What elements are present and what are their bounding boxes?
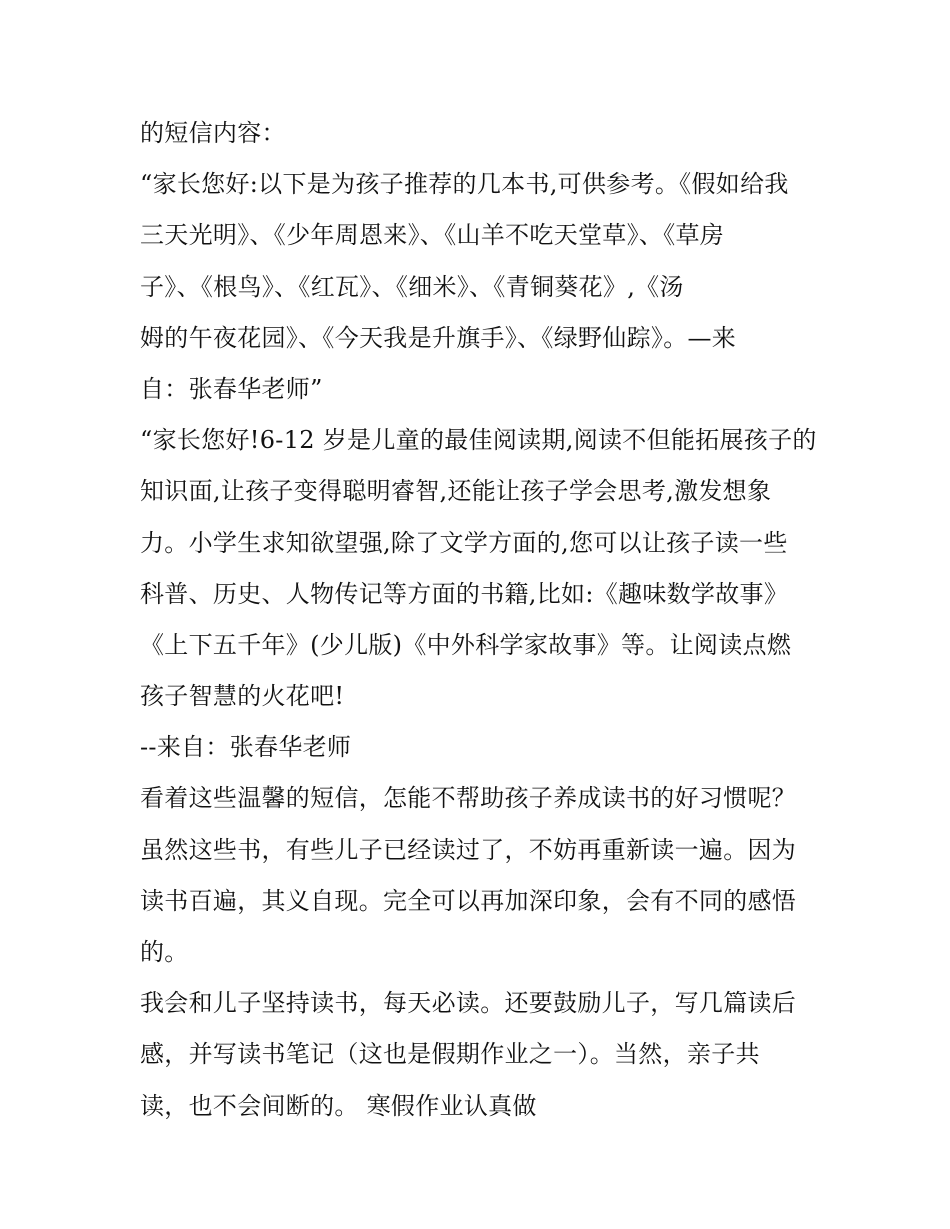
text-line: “家长您好!6-12 岁是儿童的最佳阅读期,阅读不但能拓展孩子的	[140, 426, 817, 455]
text-line: 的。	[140, 938, 189, 966]
text-line: 虽然这些书，有些儿子已经读过了，不妨再重新读一遍。因为	[140, 835, 797, 864]
text-line: 科普、历史、人物传记等方面的书籍,比如:《趣味数学故事》	[140, 579, 789, 608]
text-line: --来自：张春华老师	[140, 733, 352, 762]
text-line: 我会和儿子坚持读书，每天必读。还要鼓励儿子，写几篇读后	[140, 989, 797, 1018]
text-line: 看着这些温馨的短信，怎能不帮助孩子养成读书的好习惯呢？	[140, 784, 797, 813]
text-line: 姆的午夜花园》、《今天我是升旗手》、《绿野仙踪》。—来	[140, 323, 737, 352]
text-line: 读，也不会间断的。 寒假作业认真做	[140, 1091, 537, 1120]
text-line: 感，并写读书笔记（这也是假期作业之一）。当然，亲子共	[140, 1040, 760, 1069]
text-line: 孩子智慧的火花吧!	[140, 682, 345, 711]
text-line: 读书百遍，其义自现。完全可以再加深印象，会有不同的感悟	[140, 886, 797, 915]
text-line: 的短信内容：	[140, 119, 286, 147]
text-line: 知识面,让孩子变得聪明睿智,还能让孩子学会思考,激发想象	[140, 477, 772, 506]
text-line: 自：张春华老师”	[140, 374, 323, 403]
text-line: 子》、《根鸟》、《红瓦》、《细米》、《青铜葵花》,《汤	[140, 272, 684, 301]
text-line: “家长您好:以下是为孩子推荐的几本书,可供参考。《假如给我	[140, 170, 789, 199]
text-line: 力。小学生求知欲望强,除了文学方面的,您可以让孩子读一些	[140, 528, 788, 557]
text-line: 《上下五千年》(少儿版)《中外科学家故事》等。让阅读点燃	[140, 630, 792, 659]
document-body	[140, 108, 820, 1132]
text-line: 三天光明》、《少年周恩来》、《山羊不吃天堂草》、《草房	[140, 221, 725, 250]
